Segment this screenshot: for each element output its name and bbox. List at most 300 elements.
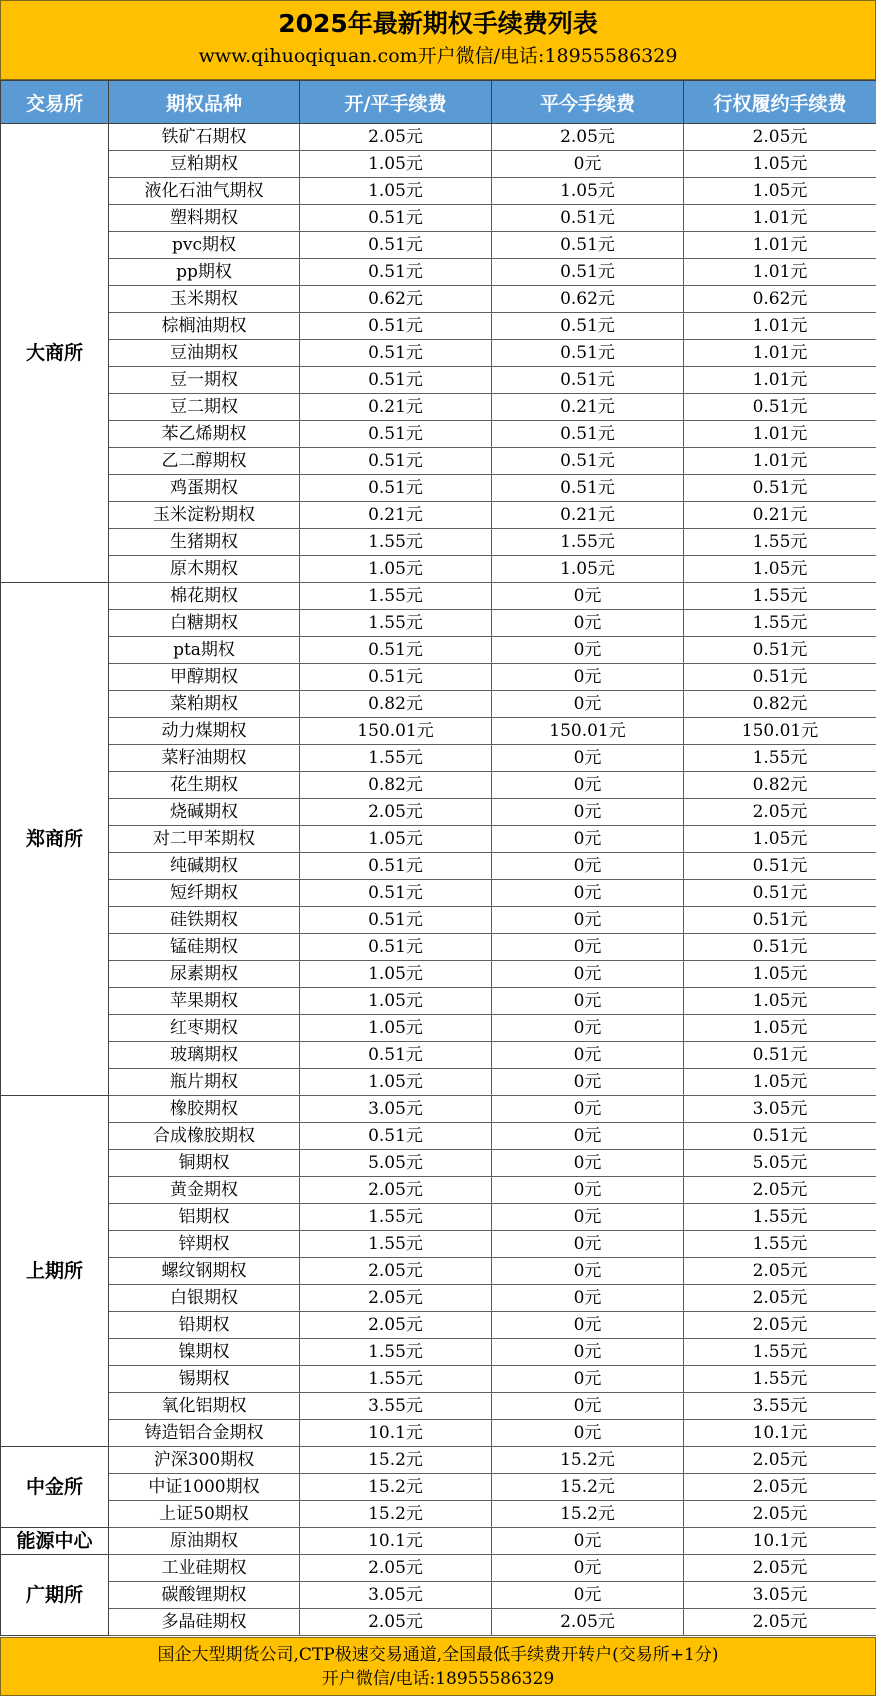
- product-cell: 多晶硅期权: [109, 1609, 300, 1636]
- exercise-fee-cell: 1.05元: [684, 826, 876, 853]
- exercise-fee-cell: 3.05元: [684, 1096, 876, 1123]
- table-row: [1, 1150, 876, 1177]
- product-cell: 液化石油气期权: [109, 178, 300, 205]
- exercise-fee-cell: 1.05元: [684, 151, 876, 178]
- product-cell: 红枣期权: [109, 1015, 300, 1042]
- open-close-fee-cell: 0.51元: [300, 232, 492, 259]
- close-today-fee-cell: 0.51元: [492, 259, 684, 286]
- product-cell: 锡期权: [109, 1366, 300, 1393]
- exercise-fee-cell: 2.05元: [684, 124, 876, 151]
- product-cell: 乙二醇期权: [109, 448, 300, 475]
- table-row: [1, 1501, 876, 1528]
- exercise-fee-cell: 1.55元: [684, 1366, 876, 1393]
- close-today-fee-cell: 0元: [492, 880, 684, 907]
- close-today-fee-cell: 15.2元: [492, 1474, 684, 1501]
- close-today-fee-cell: 15.2元: [492, 1447, 684, 1474]
- table-row: [1, 1393, 876, 1420]
- table-row: [1, 1042, 876, 1069]
- table-row: [1, 448, 876, 475]
- product-cell: pp期权: [109, 259, 300, 286]
- open-close-fee-cell: 10.1元: [300, 1528, 492, 1555]
- exercise-fee-cell: 1.01元: [684, 421, 876, 448]
- open-close-fee-cell: 15.2元: [300, 1447, 492, 1474]
- product-cell: 菜粕期权: [109, 691, 300, 718]
- exercise-fee-cell: 1.55元: [684, 1231, 876, 1258]
- product-cell: 原木期权: [109, 556, 300, 583]
- open-close-fee-cell: 0.82元: [300, 772, 492, 799]
- table-row: [1, 232, 876, 259]
- close-today-fee-cell: 0.51元: [492, 205, 684, 232]
- column-header-product: 期权品种: [109, 81, 300, 124]
- open-close-fee-cell: 0.51元: [300, 205, 492, 232]
- product-cell: 沪深300期权: [109, 1447, 300, 1474]
- close-today-fee-cell: 0元: [492, 637, 684, 664]
- exercise-fee-cell: 0.51元: [684, 907, 876, 934]
- table-row: [1, 1474, 876, 1501]
- exercise-fee-cell: 1.01元: [684, 340, 876, 367]
- fee-table: [0, 80, 876, 1636]
- close-today-fee-cell: 0.51元: [492, 232, 684, 259]
- open-close-fee-cell: 1.05元: [300, 826, 492, 853]
- exchange-cell: 能源中心: [1, 1528, 109, 1555]
- open-close-fee-cell: 0.51元: [300, 853, 492, 880]
- close-today-fee-cell: 0元: [492, 1231, 684, 1258]
- exchange-cell: 郑商所: [1, 583, 109, 1096]
- open-close-fee-cell: 10.1元: [300, 1420, 492, 1447]
- close-today-fee-cell: 0元: [492, 1339, 684, 1366]
- exercise-fee-cell: 0.51元: [684, 475, 876, 502]
- table-row: [1, 1609, 876, 1636]
- exercise-fee-cell: 3.05元: [684, 1582, 876, 1609]
- product-cell: 棉花期权: [109, 583, 300, 610]
- table-row: [1, 286, 876, 313]
- product-cell: 鸡蛋期权: [109, 475, 300, 502]
- close-today-fee-cell: 15.2元: [492, 1501, 684, 1528]
- exercise-fee-cell: 0.51元: [684, 934, 876, 961]
- open-close-fee-cell: 0.21元: [300, 394, 492, 421]
- open-close-fee-cell: 1.55元: [300, 745, 492, 772]
- close-today-fee-cell: 0元: [492, 1555, 684, 1582]
- table-row: [1, 1582, 876, 1609]
- product-cell: 豆二期权: [109, 394, 300, 421]
- product-cell: 中证1000期权: [109, 1474, 300, 1501]
- exercise-fee-cell: 1.01元: [684, 313, 876, 340]
- table-row: [1, 1555, 876, 1582]
- product-cell: 铸造铝合金期权: [109, 1420, 300, 1447]
- close-today-fee-cell: 0.51元: [492, 367, 684, 394]
- product-cell: 碳酸锂期权: [109, 1582, 300, 1609]
- table-row: [1, 934, 876, 961]
- product-cell: 上证50期权: [109, 1501, 300, 1528]
- close-today-fee-cell: 1.05元: [492, 556, 684, 583]
- table-row: [1, 853, 876, 880]
- close-today-fee-cell: 0元: [492, 745, 684, 772]
- close-today-fee-cell: 0元: [492, 583, 684, 610]
- table-row: [1, 475, 876, 502]
- product-cell: 合成橡胶期权: [109, 1123, 300, 1150]
- exercise-fee-cell: 0.51元: [684, 1042, 876, 1069]
- table-row: [1, 718, 876, 745]
- exercise-fee-cell: 0.51元: [684, 394, 876, 421]
- close-today-fee-cell: 1.55元: [492, 529, 684, 556]
- open-close-fee-cell: 0.51元: [300, 340, 492, 367]
- exchange-cell: 广期所: [1, 1555, 109, 1636]
- exercise-fee-cell: 1.05元: [684, 178, 876, 205]
- footer-line-2: 开户微信/电话:18955586329: [321, 1669, 555, 1689]
- table-row: [1, 1312, 876, 1339]
- table-row: [1, 421, 876, 448]
- open-close-fee-cell: 3.05元: [300, 1096, 492, 1123]
- table-row: [1, 259, 876, 286]
- column-header-exercise-fee: 行权履约手续费: [684, 81, 876, 124]
- product-cell: 苹果期权: [109, 988, 300, 1015]
- close-today-fee-cell: 0元: [492, 1285, 684, 1312]
- exercise-fee-cell: 1.55元: [684, 610, 876, 637]
- open-close-fee-cell: 0.21元: [300, 502, 492, 529]
- exercise-fee-cell: 0.51元: [684, 1123, 876, 1150]
- product-cell: 黄金期权: [109, 1177, 300, 1204]
- exercise-fee-cell: 0.62元: [684, 286, 876, 313]
- close-today-fee-cell: 0元: [492, 934, 684, 961]
- close-today-fee-cell: 0元: [492, 853, 684, 880]
- table-row: [1, 745, 876, 772]
- close-today-fee-cell: 0.21元: [492, 394, 684, 421]
- open-close-fee-cell: 1.05元: [300, 961, 492, 988]
- product-cell: 铁矿石期权: [109, 124, 300, 151]
- table-row: [1, 205, 876, 232]
- exercise-fee-cell: 0.21元: [684, 502, 876, 529]
- open-close-fee-cell: 0.62元: [300, 286, 492, 313]
- open-close-fee-cell: 1.05元: [300, 1015, 492, 1042]
- product-cell: 工业硅期权: [109, 1555, 300, 1582]
- exercise-fee-cell: 0.51元: [684, 880, 876, 907]
- open-close-fee-cell: 0.51元: [300, 421, 492, 448]
- open-close-fee-cell: 2.05元: [300, 1285, 492, 1312]
- product-cell: 菜籽油期权: [109, 745, 300, 772]
- product-cell: 原油期权: [109, 1528, 300, 1555]
- close-today-fee-cell: 0元: [492, 988, 684, 1015]
- exercise-fee-cell: 0.51元: [684, 664, 876, 691]
- open-close-fee-cell: 1.55元: [300, 583, 492, 610]
- table-row: [1, 1447, 876, 1474]
- close-today-fee-cell: 0元: [492, 961, 684, 988]
- table-row: [1, 826, 876, 853]
- close-today-fee-cell: 0元: [492, 772, 684, 799]
- open-close-fee-cell: 2.05元: [300, 1258, 492, 1285]
- product-cell: 甲醇期权: [109, 664, 300, 691]
- table-row: [1, 529, 876, 556]
- footer-line-1: 国企大型期货公司,CTP极速交易通道,全国最低手续费开转户(交易所+1分): [157, 1645, 719, 1665]
- close-today-fee-cell: 0元: [492, 664, 684, 691]
- exercise-fee-cell: 5.05元: [684, 1150, 876, 1177]
- open-close-fee-cell: 2.05元: [300, 1555, 492, 1582]
- open-close-fee-cell: 0.51元: [300, 259, 492, 286]
- page-subtitle: www.qihuoqiquan.com开户微信/电话:18955586329: [198, 45, 678, 67]
- exchange-cell: 上期所: [1, 1096, 109, 1447]
- product-cell: 生猪期权: [109, 529, 300, 556]
- open-close-fee-cell: 5.05元: [300, 1150, 492, 1177]
- close-today-fee-cell: 0.51元: [492, 421, 684, 448]
- exercise-fee-cell: 10.1元: [684, 1420, 876, 1447]
- table-row: [1, 907, 876, 934]
- open-close-fee-cell: 0.51元: [300, 664, 492, 691]
- open-close-fee-cell: 0.51元: [300, 448, 492, 475]
- table-row: [1, 151, 876, 178]
- open-close-fee-cell: 1.05元: [300, 1069, 492, 1096]
- table-row: [1, 313, 876, 340]
- exercise-fee-cell: 2.05元: [684, 1258, 876, 1285]
- close-today-fee-cell: 0元: [492, 610, 684, 637]
- close-today-fee-cell: 150.01元: [492, 718, 684, 745]
- open-close-fee-cell: 150.01元: [300, 718, 492, 745]
- product-cell: 橡胶期权: [109, 1096, 300, 1123]
- table-row: [1, 1177, 876, 1204]
- close-today-fee-cell: 0元: [492, 1528, 684, 1555]
- table-row: [1, 1204, 876, 1231]
- exercise-fee-cell: 3.55元: [684, 1393, 876, 1420]
- column-header-close-today-fee: 平今手续费: [492, 81, 684, 124]
- open-close-fee-cell: 1.55元: [300, 1366, 492, 1393]
- table-row: [1, 367, 876, 394]
- close-today-fee-cell: 0元: [492, 1366, 684, 1393]
- exchange-cell: 中金所: [1, 1447, 109, 1528]
- exercise-fee-cell: 1.55元: [684, 1339, 876, 1366]
- table-row: [1, 961, 876, 988]
- table-row: [1, 124, 876, 151]
- close-today-fee-cell: 0元: [492, 799, 684, 826]
- close-today-fee-cell: 0元: [492, 1393, 684, 1420]
- close-today-fee-cell: 0.51元: [492, 475, 684, 502]
- exercise-fee-cell: 2.05元: [684, 799, 876, 826]
- exercise-fee-cell: 1.05元: [684, 988, 876, 1015]
- product-cell: 苯乙烯期权: [109, 421, 300, 448]
- exercise-fee-cell: 0.51元: [684, 637, 876, 664]
- exercise-fee-cell: 1.05元: [684, 556, 876, 583]
- close-today-fee-cell: 1.05元: [492, 178, 684, 205]
- table-row: [1, 610, 876, 637]
- product-cell: 白银期权: [109, 1285, 300, 1312]
- close-today-fee-cell: 0元: [492, 151, 684, 178]
- exercise-fee-cell: 1.55元: [684, 1204, 876, 1231]
- product-cell: pta期权: [109, 637, 300, 664]
- exercise-fee-cell: 1.55元: [684, 745, 876, 772]
- product-cell: 对二甲苯期权: [109, 826, 300, 853]
- open-close-fee-cell: 1.55元: [300, 610, 492, 637]
- table-row: [1, 394, 876, 421]
- table-row: [1, 1528, 876, 1555]
- close-today-fee-cell: 0元: [492, 1069, 684, 1096]
- close-today-fee-cell: 0元: [492, 1015, 684, 1042]
- exercise-fee-cell: 2.05元: [684, 1501, 876, 1528]
- product-cell: 花生期权: [109, 772, 300, 799]
- close-today-fee-cell: 0元: [492, 691, 684, 718]
- open-close-fee-cell: 1.05元: [300, 556, 492, 583]
- exercise-fee-cell: 0.82元: [684, 691, 876, 718]
- exercise-fee-cell: 1.05元: [684, 1015, 876, 1042]
- open-close-fee-cell: 1.55元: [300, 1339, 492, 1366]
- close-today-fee-cell: 0元: [492, 1420, 684, 1447]
- close-today-fee-cell: 0.51元: [492, 448, 684, 475]
- table-row: [1, 178, 876, 205]
- open-close-fee-cell: 0.51元: [300, 1042, 492, 1069]
- table-row: [1, 1339, 876, 1366]
- product-cell: 玉米淀粉期权: [109, 502, 300, 529]
- table-row: [1, 1420, 876, 1447]
- exercise-fee-cell: 1.05元: [684, 1069, 876, 1096]
- close-today-fee-cell: 2.05元: [492, 1609, 684, 1636]
- product-cell: 豆粕期权: [109, 151, 300, 178]
- open-close-fee-cell: 0.51元: [300, 880, 492, 907]
- exercise-fee-cell: 2.05元: [684, 1555, 876, 1582]
- product-cell: 白糖期权: [109, 610, 300, 637]
- close-today-fee-cell: 0元: [492, 1312, 684, 1339]
- product-cell: 动力煤期权: [109, 718, 300, 745]
- table-row: [1, 1285, 876, 1312]
- open-close-fee-cell: 1.05元: [300, 151, 492, 178]
- product-cell: 纯碱期权: [109, 853, 300, 880]
- close-today-fee-cell: 0元: [492, 1204, 684, 1231]
- product-cell: 烧碱期权: [109, 799, 300, 826]
- product-cell: 铅期权: [109, 1312, 300, 1339]
- title-banner: [0, 0, 876, 80]
- exercise-fee-cell: 2.05元: [684, 1177, 876, 1204]
- product-cell: 氧化铝期权: [109, 1393, 300, 1420]
- exercise-fee-cell: 2.05元: [684, 1312, 876, 1339]
- open-close-fee-cell: 0.51元: [300, 313, 492, 340]
- exchange-cell: 大商所: [1, 124, 109, 583]
- close-today-fee-cell: 0元: [492, 1582, 684, 1609]
- product-cell: 玉米期权: [109, 286, 300, 313]
- close-today-fee-cell: 0元: [492, 826, 684, 853]
- open-close-fee-cell: 1.55元: [300, 1204, 492, 1231]
- close-today-fee-cell: 0.62元: [492, 286, 684, 313]
- open-close-fee-cell: 1.55元: [300, 1231, 492, 1258]
- product-cell: 玻璃期权: [109, 1042, 300, 1069]
- product-cell: 塑料期权: [109, 205, 300, 232]
- open-close-fee-cell: 1.55元: [300, 529, 492, 556]
- exercise-fee-cell: 2.05元: [684, 1447, 876, 1474]
- product-cell: 锰硅期权: [109, 934, 300, 961]
- close-today-fee-cell: 0元: [492, 1258, 684, 1285]
- exercise-fee-cell: 2.05元: [684, 1285, 876, 1312]
- open-close-fee-cell: 0.51元: [300, 475, 492, 502]
- exercise-fee-cell: 1.55元: [684, 529, 876, 556]
- exercise-fee-cell: 2.05元: [684, 1609, 876, 1636]
- product-cell: 硅铁期权: [109, 907, 300, 934]
- product-cell: 尿素期权: [109, 961, 300, 988]
- table-row: [1, 880, 876, 907]
- close-today-fee-cell: 0元: [492, 1123, 684, 1150]
- open-close-fee-cell: 0.51元: [300, 637, 492, 664]
- open-close-fee-cell: 2.05元: [300, 1312, 492, 1339]
- column-header-exchange: 交易所: [1, 81, 109, 124]
- product-cell: 铝期权: [109, 1204, 300, 1231]
- exercise-fee-cell: 1.01元: [684, 448, 876, 475]
- open-close-fee-cell: 2.05元: [300, 124, 492, 151]
- product-cell: 棕榈油期权: [109, 313, 300, 340]
- product-cell: 锌期权: [109, 1231, 300, 1258]
- table-row: [1, 664, 876, 691]
- table-row: [1, 1258, 876, 1285]
- open-close-fee-cell: 0.82元: [300, 691, 492, 718]
- exercise-fee-cell: 2.05元: [684, 1474, 876, 1501]
- open-close-fee-cell: 0.51元: [300, 934, 492, 961]
- exercise-fee-cell: 0.82元: [684, 772, 876, 799]
- table-header-row: [1, 81, 876, 124]
- exercise-fee-cell: 1.01元: [684, 259, 876, 286]
- close-today-fee-cell: 0元: [492, 1042, 684, 1069]
- table-row: [1, 1231, 876, 1258]
- product-cell: 镍期权: [109, 1339, 300, 1366]
- table-row: [1, 772, 876, 799]
- exercise-fee-cell: 10.1元: [684, 1528, 876, 1555]
- open-close-fee-cell: 0.51元: [300, 367, 492, 394]
- exercise-fee-cell: 1.01元: [684, 367, 876, 394]
- exercise-fee-cell: 150.01元: [684, 718, 876, 745]
- product-cell: 豆油期权: [109, 340, 300, 367]
- table-row: [1, 691, 876, 718]
- open-close-fee-cell: 15.2元: [300, 1474, 492, 1501]
- open-close-fee-cell: 2.05元: [300, 1609, 492, 1636]
- close-today-fee-cell: 0元: [492, 1150, 684, 1177]
- close-today-fee-cell: 0元: [492, 907, 684, 934]
- table-row: [1, 637, 876, 664]
- close-today-fee-cell: 0.21元: [492, 502, 684, 529]
- close-today-fee-cell: 0元: [492, 1177, 684, 1204]
- close-today-fee-cell: 2.05元: [492, 124, 684, 151]
- product-cell: pvc期权: [109, 232, 300, 259]
- table-row: [1, 502, 876, 529]
- exercise-fee-cell: 1.01元: [684, 205, 876, 232]
- page-title: 2025年最新期权手续费列表: [278, 9, 598, 38]
- product-cell: 螺纹钢期权: [109, 1258, 300, 1285]
- table-row: [1, 583, 876, 610]
- close-today-fee-cell: 0.51元: [492, 313, 684, 340]
- exercise-fee-cell: 1.01元: [684, 232, 876, 259]
- product-cell: 短纤期权: [109, 880, 300, 907]
- open-close-fee-cell: 3.55元: [300, 1393, 492, 1420]
- close-today-fee-cell: 0元: [492, 1096, 684, 1123]
- open-close-fee-cell: 15.2元: [300, 1501, 492, 1528]
- table-row: [1, 340, 876, 367]
- footer-banner: [0, 1637, 876, 1696]
- exercise-fee-cell: 1.05元: [684, 961, 876, 988]
- table-row: [1, 799, 876, 826]
- table-row: [1, 1069, 876, 1096]
- open-close-fee-cell: 3.05元: [300, 1582, 492, 1609]
- product-cell: 铜期权: [109, 1150, 300, 1177]
- table-row: [1, 1015, 876, 1042]
- column-header-open-close-fee: 开/平手续费: [300, 81, 492, 124]
- table-row: [1, 556, 876, 583]
- product-cell: 豆一期权: [109, 367, 300, 394]
- open-close-fee-cell: 0.51元: [300, 907, 492, 934]
- exercise-fee-cell: 0.51元: [684, 853, 876, 880]
- product-cell: 瓶片期权: [109, 1069, 300, 1096]
- open-close-fee-cell: 1.05元: [300, 988, 492, 1015]
- table-body: [1, 124, 876, 1636]
- table-row: [1, 1366, 876, 1393]
- table-row: [1, 988, 876, 1015]
- close-today-fee-cell: 0.51元: [492, 340, 684, 367]
- table-row: [1, 1123, 876, 1150]
- open-close-fee-cell: 2.05元: [300, 1177, 492, 1204]
- open-close-fee-cell: 1.05元: [300, 178, 492, 205]
- table-row: [1, 1096, 876, 1123]
- open-close-fee-cell: 2.05元: [300, 799, 492, 826]
- open-close-fee-cell: 0.51元: [300, 1123, 492, 1150]
- exercise-fee-cell: 1.55元: [684, 583, 876, 610]
